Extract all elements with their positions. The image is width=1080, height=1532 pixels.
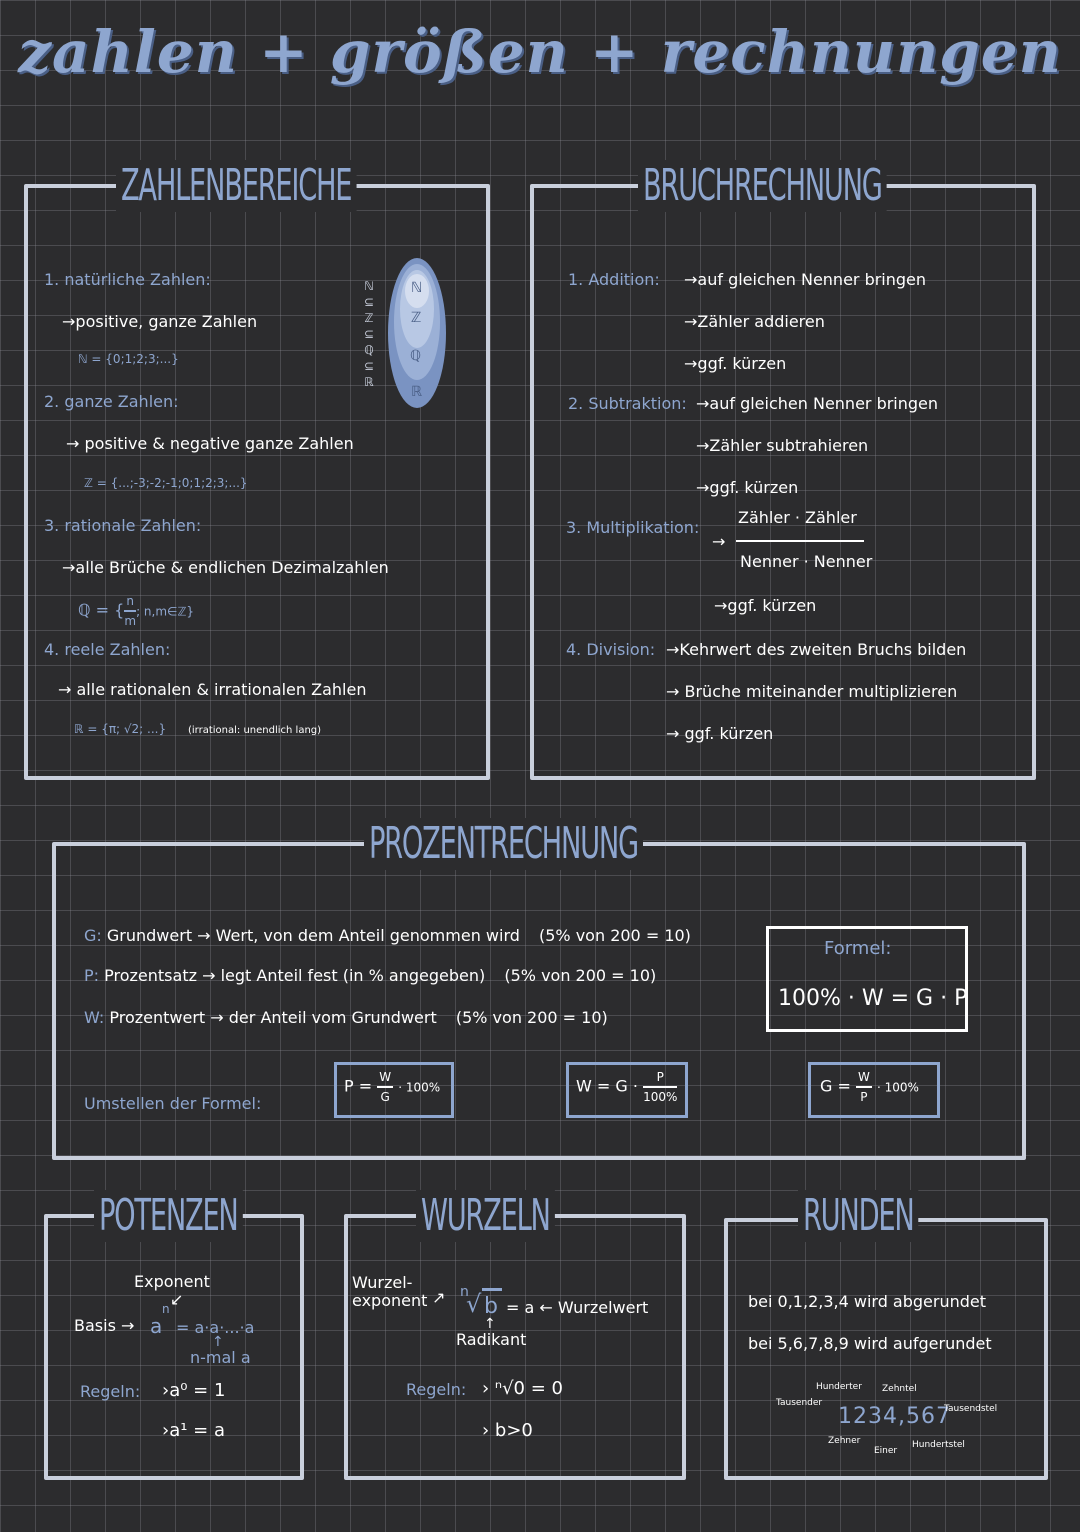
chain-q: ℚ [364, 343, 374, 357]
sub-step-3: →ggf. kürzen [696, 478, 799, 497]
f3-fraction [856, 1068, 872, 1106]
w-key: W: [84, 1008, 105, 1027]
root-bar [482, 1288, 502, 1291]
g-row [84, 926, 691, 945]
label-zehntel: Zehntel [882, 1384, 917, 1394]
potenzen-regeln-label: Regeln: [80, 1382, 141, 1401]
venn-r-label: ℝ [411, 384, 423, 400]
formel: 100% · W = G · P [778, 986, 968, 1011]
g-example: (5% von 200 = 10) [539, 926, 691, 945]
add-step-3: →ggf. kürzen [684, 354, 787, 373]
item2-label: 2. ganze Zahlen: [44, 392, 179, 411]
exponent-arrow: ↙ [170, 1290, 184, 1309]
add-step-1: →auf gleichen Nenner bringen [684, 270, 927, 289]
formel-label: Formel: [824, 938, 892, 959]
basis-label: Basis → [74, 1316, 135, 1335]
f2-num: P [643, 1068, 677, 1088]
f1-num: W [377, 1068, 393, 1088]
potenzen-rule-2: ›a¹ = a [162, 1420, 225, 1441]
label-hunderter: Hunderter [816, 1382, 862, 1392]
radicand: b [484, 1294, 498, 1319]
chain-r: ℝ [364, 375, 374, 389]
f3-num: W [856, 1068, 872, 1088]
wurzel-exponent-label: Wurzel- exponent [352, 1273, 428, 1310]
f1-den: G [380, 1090, 390, 1104]
item4-set: ℝ = {π; √2; ...} [74, 722, 167, 736]
mul-label: 3. Multiplikation: [566, 518, 700, 537]
chain-subset-2: ⊆ [363, 327, 375, 341]
div-step-3: → ggf. kürzen [666, 724, 774, 743]
power-exp: n [162, 1302, 170, 1316]
mul-numerator: Zähler · Zähler [738, 508, 857, 527]
potenzen-heading: POTENZEN [94, 1190, 243, 1242]
bruchrechnung-heading: BRUCHRECHNUNG [638, 160, 887, 212]
nmal-label: n-mal a [190, 1348, 251, 1367]
f2-lhs: W = G · [576, 1076, 638, 1096]
item1-label: 1. natürliche Zahlen: [44, 270, 211, 289]
prozent-heading: PROZENTRECHNUNG [364, 818, 643, 870]
sub-step-2: →Zähler subtrahieren [696, 436, 869, 455]
chain-subset-3: ⊆ [363, 359, 375, 373]
wurzel-result: = a ← Wurzelwert [506, 1298, 649, 1317]
label-tausendstel: Tausendstel [944, 1404, 998, 1414]
exponent-label: Exponent [134, 1272, 210, 1291]
venn-q-label: ℚ [410, 348, 422, 364]
f1-fraction [377, 1068, 393, 1106]
venn-z-label: ℤ [411, 310, 422, 326]
div-step-1: →Kehrwert des zweiten Bruchs bilden [666, 640, 967, 659]
add-step-2: →Zähler addieren [684, 312, 825, 331]
chain-subset-1: ⊆ [363, 295, 375, 309]
p-row [84, 966, 656, 985]
w-row [84, 1008, 608, 1027]
div-step-2: → Brüche miteinander multiplizieren [666, 682, 958, 701]
sub-step-1: →auf gleichen Nenner bringen [696, 394, 939, 413]
subset-chain [362, 278, 376, 390]
sub-label: 2. Subtraktion: [568, 394, 687, 413]
item1-set: ℕ = {0;1;2;3;...} [78, 352, 179, 366]
f1-rhs: · 100% [398, 1080, 441, 1095]
item4-label: 4. reele Zahlen: [44, 640, 171, 659]
nmal-arrow: ↑ [212, 1334, 224, 1350]
item3-num: n [124, 592, 136, 612]
item2-desc: → positive & negative ganze Zahlen [66, 434, 354, 453]
runden-rule-up: bei 5,6,7,8,9 wird aufgerundet [748, 1334, 992, 1353]
w-text: Prozentwert → der Anteil vom Grundwert [109, 1008, 437, 1027]
power-base: a [150, 1314, 163, 1338]
f2-den: 100% [643, 1090, 678, 1104]
wurzeln-rule-1: › ⁿ√0 = 0 [482, 1378, 563, 1399]
power-expansion: = a·a·...·a [176, 1318, 255, 1337]
formula-p [344, 1068, 440, 1106]
label-einer: Einer [874, 1446, 898, 1456]
page-title: zahlen + größen + rechnungen [18, 18, 1062, 86]
root-index: n [460, 1284, 469, 1300]
item2-set: ℤ = {...;-3;-2;-1;0;1;2;3;...} [84, 476, 248, 490]
mul-step: →ggf. kürzen [714, 596, 817, 615]
item3-set-rhs: ; n,m∈ℤ} [136, 604, 195, 619]
radikand-arrow: ↑ [484, 1316, 496, 1332]
f3-lhs: G = [820, 1076, 851, 1096]
zahlenbereiche-heading: ZAHLENBEREICHE [116, 160, 356, 212]
item3-set [78, 592, 194, 630]
formula-w [576, 1068, 677, 1106]
wurzel-exponent-arrow: ↗ [432, 1288, 446, 1307]
wurzeln-heading: WURZELN [416, 1190, 555, 1242]
runden-heading: RUNDEN [798, 1190, 918, 1242]
item4-desc: → alle rationalen & irrationalen Zahlen [58, 680, 367, 699]
mul-arrow: → [712, 532, 726, 551]
potenzen-rule-1: ›a⁰ = 1 [162, 1380, 226, 1401]
p-example: (5% von 200 = 10) [504, 966, 657, 985]
div-label: 4. Division: [566, 640, 656, 659]
chain-z: ℤ [364, 311, 374, 325]
item3-fraction [124, 592, 136, 630]
root-sign: √ [466, 1290, 482, 1318]
w-example: (5% von 200 = 10) [455, 1008, 608, 1027]
item4-note: (irrational: unendlich lang) [188, 725, 322, 736]
mul-denominator: Nenner · Nenner [740, 552, 873, 571]
formula-g [820, 1068, 919, 1106]
chain-n: ℕ [364, 279, 374, 293]
g-text: Grundwert → Wert, von dem Anteil genommen wird [106, 926, 520, 945]
mul-fraction-line [736, 540, 864, 542]
g-key: G: [84, 926, 102, 945]
wurzeln-regeln-label: Regeln: [406, 1380, 467, 1399]
label-tausender: Tausender [776, 1398, 823, 1408]
item3-label: 3. rationale Zahlen: [44, 516, 202, 535]
item3-den: m [124, 614, 137, 628]
item3-set-lhs: ℚ = { [78, 600, 125, 620]
venn-n-label: ℕ [411, 280, 423, 296]
label-zehner: Zehner [828, 1436, 861, 1446]
p-key: P: [84, 966, 100, 985]
f1-lhs: P = [344, 1076, 373, 1096]
item1-desc: →positive, ganze Zahlen [62, 312, 258, 331]
f3-den: P [860, 1090, 868, 1104]
runden-number: 1234,567 [838, 1404, 951, 1429]
add-label: 1. Addition: [568, 270, 660, 289]
runden-rule-down: bei 0,1,2,3,4 wird abgerundet [748, 1292, 987, 1311]
item3-desc: →alle Brüche & endlichen Dezimalzahlen [62, 558, 389, 577]
p-text: Prozentsatz → legt Anteil fest (in % angegeben) [104, 966, 486, 985]
wurzeln-rule-2: › b>0 [482, 1420, 533, 1441]
f2-fraction [643, 1068, 677, 1106]
f3-rhs: · 100% [876, 1080, 919, 1095]
label-hundertstel: Hundertstel [912, 1440, 965, 1450]
umstellen-label: Umstellen der Formel: [84, 1094, 262, 1113]
radikand-label: Radikant [456, 1330, 527, 1349]
